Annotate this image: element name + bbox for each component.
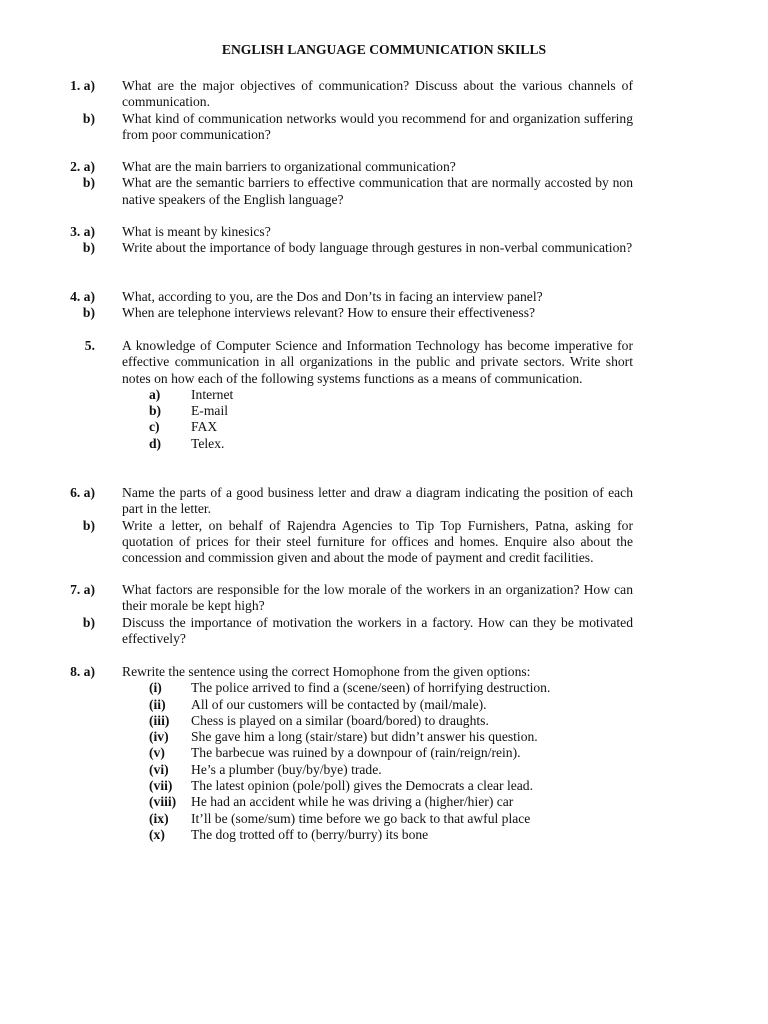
part-label: b) (82, 614, 95, 630)
list-item (149, 762, 768, 778)
list-item (149, 794, 768, 810)
part-label: b) (82, 175, 95, 191)
page-title: ENGLISH LANGUAGE COMMUNICATION SKILLS (221, 42, 547, 57)
option-label: (iv) (149, 729, 169, 745)
question-number: 2. a) (70, 159, 95, 174)
list-item (149, 697, 768, 713)
option-label: c) (149, 419, 160, 435)
option-label: d) (149, 435, 162, 451)
question-number: 8. a) (70, 664, 95, 679)
question-text: When are telephone interviews relevant? How to ensure their effectiveness? (122, 305, 536, 321)
question-text: What, according to you, are the Dos and Don’ts in facing an interview panel? (122, 289, 543, 304)
option-text: E-mail (191, 403, 228, 419)
option-label: (iii) (149, 712, 170, 728)
option-text: He’s a plumber (buy/by/bye) trade. (191, 761, 382, 777)
question-text: What are the semantic barriers to effective communication that are normally accosted by non native speakers of the English language? (122, 175, 633, 207)
option-label: (vii) (149, 778, 173, 794)
list-item (149, 403, 768, 419)
option-label: (viii) (149, 794, 177, 810)
part-label: b) (82, 305, 95, 321)
question-4 (0, 289, 768, 322)
option-text: The latest opinion (pole/poll) gives the Democrats a clear lead. (191, 778, 533, 794)
option-text: It’ll be (some/sum) time before we go back to that awful place (191, 810, 531, 826)
option-label: (i) (149, 680, 162, 696)
option-list (149, 680, 768, 843)
list-item (149, 387, 768, 403)
part-label: b) (82, 517, 95, 533)
part-label: b) (82, 110, 95, 126)
question-number: 7. a) (70, 582, 95, 597)
list-item (149, 419, 768, 435)
part-label: b) (82, 240, 95, 256)
question-text: Rewrite the sentence using the correct Homophone from the given options: (122, 664, 531, 679)
question-number: 1. a) (70, 78, 95, 93)
question-text: Name the parts of a good business letter and draw a diagram indicating the position of each part in the letter. (122, 485, 633, 517)
option-label: a) (149, 386, 161, 402)
question-6 (0, 485, 768, 566)
question-text: Write a letter, on behalf of Rajendra Agencies to Tip Top Furnishers, Patna, asking for quotation of prices for their steel furniture for offices and homes. Enquire also about the concession and commission given and about the mode of payment and credit facilities. (122, 517, 633, 566)
list-item (149, 729, 768, 745)
option-label: (vi) (149, 761, 169, 777)
option-label: b) (149, 403, 162, 419)
list-item (149, 827, 768, 843)
question-text: What is meant by kinesics? (122, 224, 271, 239)
question-text: Write about the importance of body language through gestures in non-verbal communication? (122, 240, 633, 256)
question-7 (0, 582, 768, 647)
option-label: (v) (149, 745, 165, 761)
list-item (149, 811, 768, 827)
question-text: A knowledge of Computer Science and Information Technology has become imperative for effective communication in all organizations in the public and private sectors. Write short notes on how each of the following systems functions as a means of communication. (122, 338, 633, 386)
question-8 (0, 664, 768, 843)
question-3 (0, 224, 768, 257)
question-text: What kind of communication networks would you recommend for and organization suffering from poor communication? (122, 110, 633, 142)
option-label: (ii) (149, 696, 166, 712)
option-text: FAX (191, 419, 218, 435)
option-label: (ix) (149, 810, 169, 826)
question-number: 5. (84, 338, 95, 353)
option-list (149, 387, 768, 452)
option-text: Chess is played on a similar (board/bored) to draughts. (191, 712, 489, 728)
list-item (149, 680, 768, 696)
list-item (149, 436, 768, 452)
question-5 (0, 338, 768, 452)
question-2 (0, 159, 768, 208)
option-text: The dog trotted off to (berry/burry) its bone (191, 826, 429, 842)
question-number: 6. a) (70, 485, 95, 500)
question-text: What are the main barriers to organizational communication? (122, 159, 456, 174)
option-text: The barbecue was ruined by a downpour of (rain/reign/rein). (191, 745, 521, 761)
question-number: 3. a) (70, 224, 95, 239)
list-item (149, 745, 768, 761)
option-label: (x) (149, 826, 165, 842)
question-1 (0, 78, 768, 143)
option-text: He had an accident while he was driving a (higher/hier) car (191, 794, 514, 810)
option-text: Telex. (191, 435, 225, 451)
list-item (149, 713, 768, 729)
question-text: What factors are responsible for the low morale of the workers in an organization? How can their morale be kept high? (122, 582, 633, 614)
list-item (149, 778, 768, 794)
option-text: All of our customers will be contacted by (mail/male). (191, 696, 487, 712)
question-text: Discuss the importance of motivation the workers in a factory. How can they be motivated effectively? (122, 614, 633, 646)
question-number: 4. a) (70, 289, 95, 304)
option-text: Internet (191, 386, 234, 402)
option-text: She gave him a long (stair/stare) but didn’t answer his question. (191, 729, 538, 745)
option-text: The police arrived to find a (scene/seen) of horrifying destruction. (191, 680, 551, 696)
question-text: What are the major objectives of communication? Discuss about the various channels of communication. (122, 78, 633, 110)
